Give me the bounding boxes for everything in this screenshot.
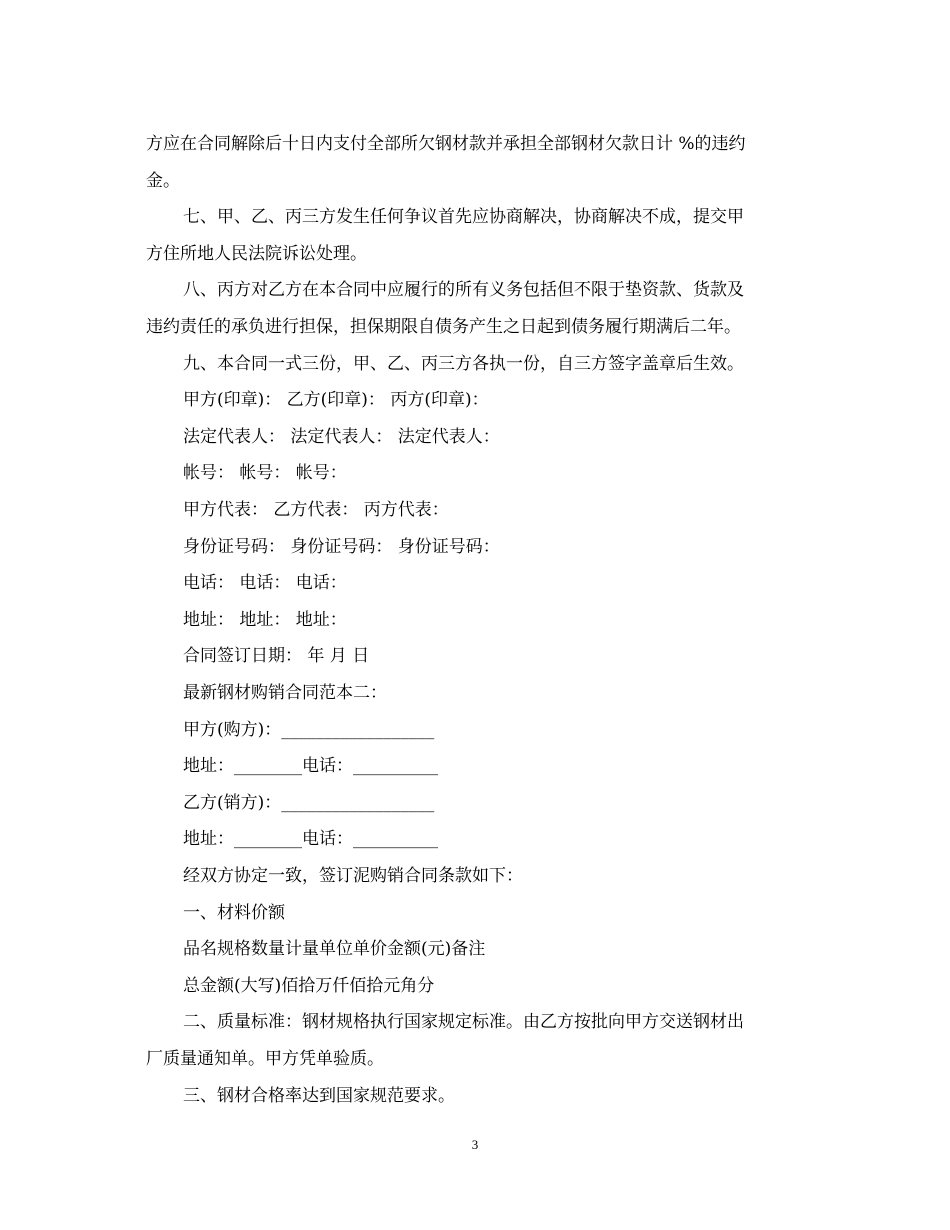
text-line: 三、钢材合格率达到国家规范要求。: [183, 1085, 455, 1106]
text-line: 地址：________电话：__________: [183, 756, 438, 777]
text-line: 方应在合同解除后十日内支付全部所欠钢材款并承担全部钢材欠款日计 %的违约: [146, 134, 746, 154]
text-line: 一、材料价额: [183, 902, 285, 923]
text-line: 金。: [146, 170, 180, 191]
text-line: 甲方(印章)： 乙方(印章)： 丙方(印章)：: [183, 390, 489, 411]
text-line: 八、丙方对乙方在本合同中应履行的所有义务包括但不限于垫资款、货款及: [183, 280, 744, 301]
text-line: 乙方(销方)：__________________: [183, 792, 435, 813]
text-line: 电话： 电话： 电话：: [183, 573, 347, 594]
text-line: 二、质量标准：钢材规格执行国家规定标准。由乙方按批向甲方交送钢材出: [183, 1012, 744, 1033]
text-line: 总金额(大写)佰拾万仟佰拾元角分: [183, 975, 435, 996]
page-number: 3: [471, 1137, 479, 1152]
text-line: 甲方(购方)：__________________: [183, 719, 435, 740]
text-line: 帐号： 帐号： 帐号：: [183, 463, 347, 484]
text-line: 品名规格数量计量单位单价金额(元)备注: [183, 939, 486, 960]
text-line: 厂质量通知单。甲方凭单验质。: [146, 1049, 384, 1069]
text-line: 最新钢材购销合同范本二：: [183, 683, 387, 703]
text-line: 合同签订日期： 年 月 日: [183, 646, 370, 667]
text-line: 地址： 地址： 地址：: [183, 609, 347, 630]
text-line: 身份证号码： 身份证号码： 身份证号码：: [183, 536, 500, 557]
text-line: 违约责任的承负进行担保，担保期限自债务产生之日起到债务履行期满后二年。: [146, 317, 741, 337]
text-line: 法定代表人： 法定代表人： 法定代表人：: [183, 426, 500, 447]
text-line: 七、甲、乙、丙三方发生任何争议首先应协商解决，协商解决不成，提交甲: [183, 207, 744, 228]
text-line: 经双方协定一致，签订泥购销合同条款如下：: [183, 866, 523, 886]
text-line: 地址：________电话：__________: [183, 829, 438, 850]
text-line: 方住所地人民法院诉讼处理。: [146, 243, 367, 264]
text-line: 甲方代表： 乙方代表： 丙方代表：: [183, 500, 449, 520]
text-line: 九、本合同一式三份，甲、乙、丙三方各执一份，自三方签字盖章后生效。: [183, 353, 744, 374]
